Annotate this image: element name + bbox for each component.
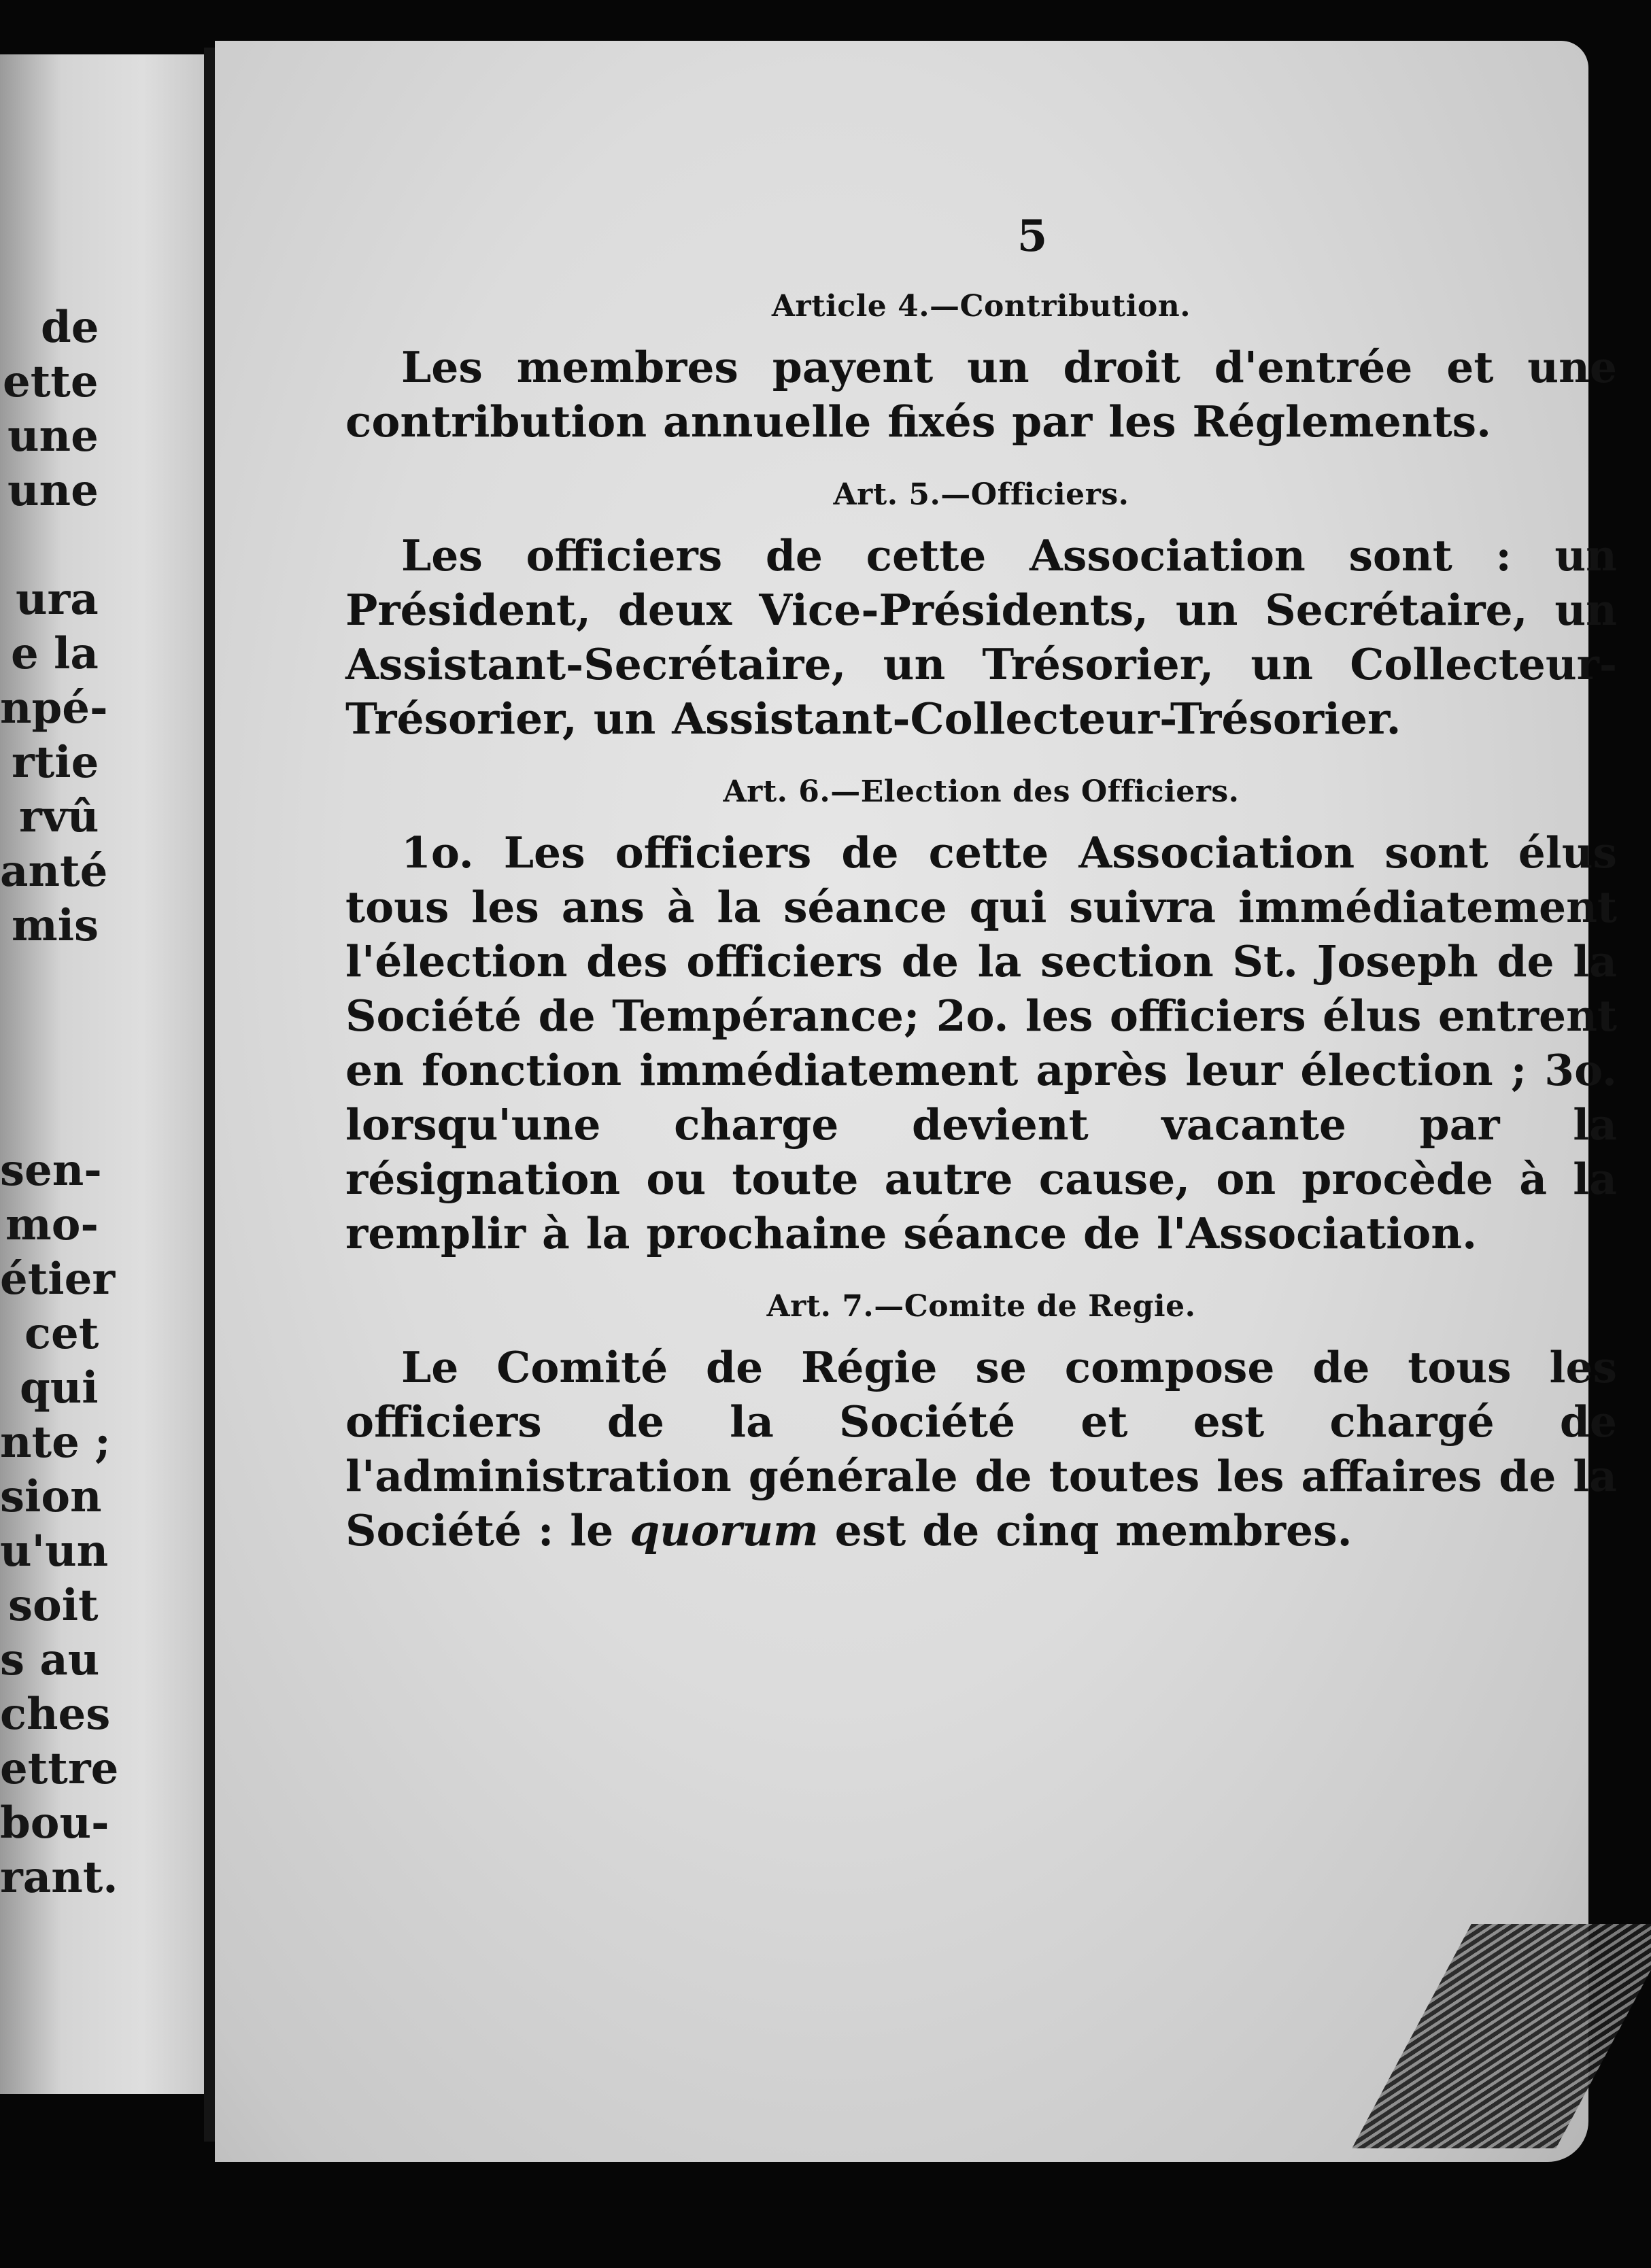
facing-page-line-fragment: ches [0, 1689, 111, 1740]
facing-page-line-fragment: npé- [0, 683, 108, 734]
facing-page-line-fragment: u'un [0, 1526, 109, 1577]
facing-page-line-fragment: ette [3, 356, 99, 407]
article-5-paragraph: Les officiers de cette Association sont : un Président, deux Vice-Présidents, un Secrétaire, un Assistant-Secrétaire, un Trésorier, un Collecteur-Trésorier, un Assistant-Collecteur-Trésorier. [345, 530, 1617, 744]
facing-page-line-fragment: soit [8, 1580, 99, 1631]
page-text-block [345, 211, 1617, 1575]
facing-page-line-fragment: anté [0, 846, 108, 897]
facing-page-left [0, 54, 204, 2094]
article-4-heading: Article 4.—Contribution. [771, 289, 1191, 324]
facing-page-line-fragment: rvû [19, 791, 99, 842]
article-4-paragraph: Les membres payent un droit d'entrée et une contribution annuelle fixés par les Réglements. [345, 342, 1617, 447]
article-7-paragraph-start: Le Comité de Régie se compose de tous les officiers de la Société et est chargé de l'administration générale de toutes les affaires de la Société : le [345, 1342, 1617, 1556]
article-5-text [345, 528, 1617, 763]
article-4-text [345, 340, 1617, 466]
facing-page-line-fragment: e la [11, 628, 99, 679]
facing-page-line-fragment: sion [0, 1471, 102, 1522]
article-6-heading: Art. 6.—Election des Officiers. [723, 774, 1240, 809]
facing-page-line-fragment: ettre [0, 1743, 119, 1794]
article-7-heading: Art. 7.—Comite de Regie. [766, 1289, 1196, 1324]
facing-page-line-fragment: rtie [12, 737, 99, 788]
facing-page-line-fragment: une [7, 411, 99, 462]
facing-page-line-fragment: rant. [0, 1852, 118, 1903]
facing-page-line-fragment: de [41, 302, 99, 353]
article-6-text [345, 825, 1617, 1278]
article-7-paragraph-end: est de cinq membres. [818, 1505, 1352, 1556]
facing-page-line-fragment: ura [16, 574, 99, 625]
page-number: 5 [1017, 211, 1048, 262]
facing-page-line-fragment: s au [0, 1634, 100, 1685]
facing-page-line-fragment: cet [24, 1308, 99, 1359]
facing-page-line-fragment: qui [20, 1362, 99, 1413]
article-6-paragraph: 1o. Les officiers de cette Association sont élus tous les ans à la séance qui suivra immédiatement l'élection des officiers de la section St. Joseph de la Société de Tempérance; 2o. les officiers élus entrent en fonction immédiatement après leur élection ; 3o. lorsqu'une charge devient vacante par la résignation ou toute autre cause, on procède à la remplir à la prochaine séance de l'Association. [345, 827, 1617, 1258]
article-7-text [345, 1340, 1617, 1575]
facing-page-line-fragment: étier [0, 1254, 116, 1305]
facing-page-line-fragment: mo- [5, 1199, 99, 1250]
page-right [215, 41, 1617, 2162]
article-5-heading: Art. 5.—Officiers. [833, 477, 1129, 512]
facing-page-text [0, 54, 204, 2094]
facing-page-line-fragment: sen- [0, 1145, 102, 1196]
facing-page-line-fragment: une [7, 465, 99, 516]
book-gutter [204, 48, 215, 2142]
facing-page-line-fragment: mis [12, 900, 99, 951]
facing-page-line-fragment: bou- [0, 1798, 109, 1849]
page-corner-edge [1352, 1924, 1651, 2148]
facing-page-line-fragment: nte ; [0, 1417, 111, 1468]
article-7-italic-term: quorum [630, 1505, 819, 1556]
